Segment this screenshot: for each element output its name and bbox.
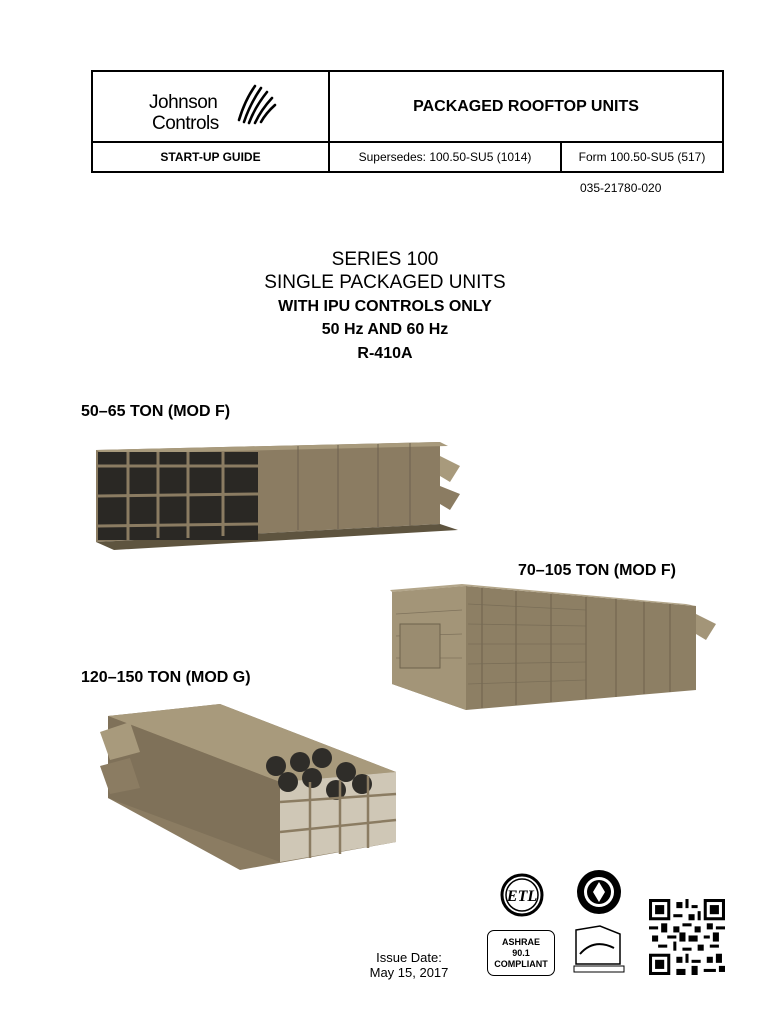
unit-label-50-65: 50–65 TON (MOD F)	[81, 403, 231, 420]
unit-label-70-105: 70–105 TON (MOD F)	[518, 562, 676, 579]
unit-label-120-150: 120–150 TON (MOD G)	[81, 669, 251, 686]
etl-listed-icon	[498, 872, 546, 920]
energy-buildings-logo-icon	[570, 924, 628, 976]
issue-date-value: May 15, 2017	[369, 965, 449, 980]
brand-line-1: Johnson	[149, 92, 218, 113]
title-refrigerant: R-410A	[357, 345, 413, 362]
ashrae-line-3: COMPLIANT	[494, 958, 548, 969]
rooftop-unit-50-65-image	[88, 436, 468, 554]
ashrae-line-2: 90.1	[512, 947, 530, 958]
johnson-controls-logo-icon	[233, 80, 279, 126]
issue-date-label: Issue Date:	[376, 950, 442, 965]
supersedes-label: Supersedes: 100.50-SU5 (1014)	[330, 143, 562, 171]
title-frequency: 50 Hz AND 60 Hz	[321, 321, 449, 338]
rooftop-unit-70-105-image	[386, 584, 722, 714]
header-box	[91, 70, 724, 173]
brand-line-2: Controls	[152, 113, 219, 134]
ashrae-compliant-badge	[487, 930, 555, 976]
logo-cell	[93, 72, 330, 143]
usgbc-member-icon	[573, 868, 625, 920]
ashrae-line-1: ASHRAE	[501, 936, 540, 947]
title-series: SERIES 100	[331, 249, 439, 270]
issue-date	[354, 950, 464, 980]
rooftop-unit-120-150-image	[100, 702, 400, 872]
qr-code-icon	[649, 898, 725, 976]
etl-text: ETL	[506, 888, 538, 905]
brand-logo-text	[149, 92, 219, 134]
title-single-packaged: SINGLE PACKAGED UNITS	[264, 272, 506, 293]
title-ipu-controls: WITH IPU CONTROLS ONLY	[278, 298, 492, 315]
header-title: PACKAGED ROOFTOP UNITS	[330, 72, 722, 143]
guide-label: START-UP GUIDE	[93, 143, 330, 171]
document-number: 035-21780-020	[580, 181, 662, 195]
form-number: Form 100.50-SU5 (517)	[578, 150, 706, 164]
